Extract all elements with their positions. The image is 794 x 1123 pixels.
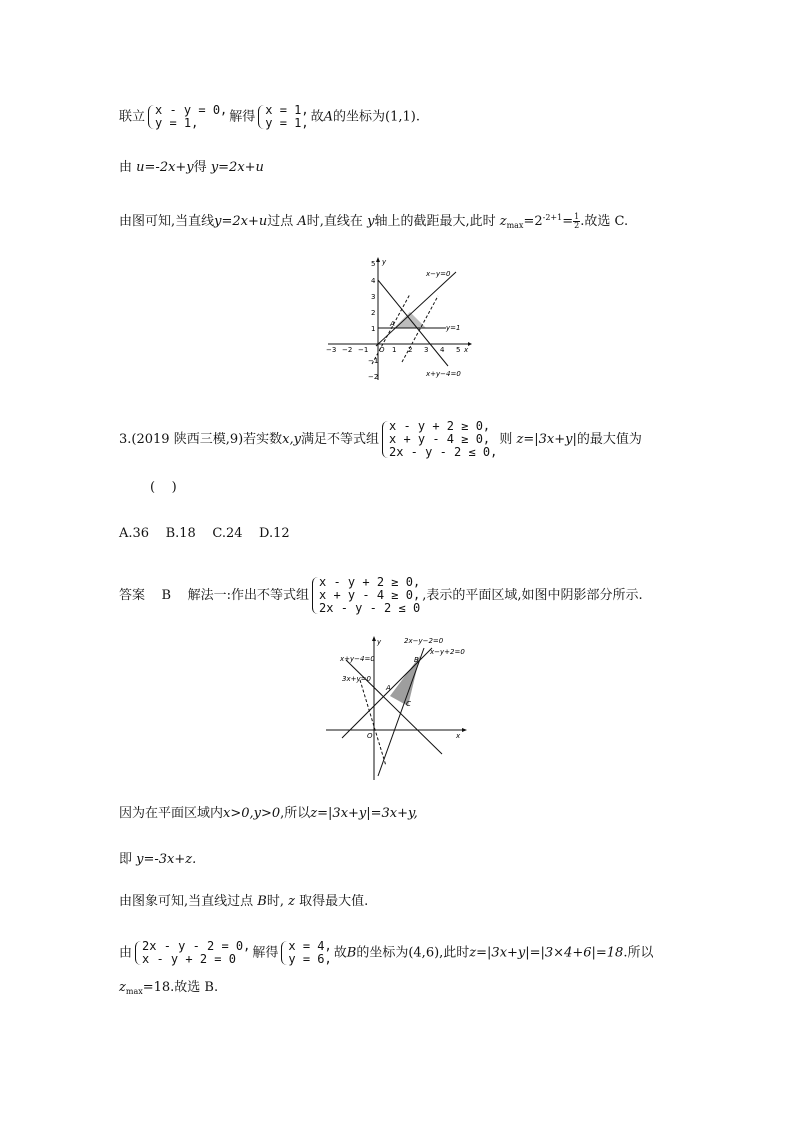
formula: y=-3x+z. [136, 852, 197, 867]
figure-1-graph [322, 256, 474, 384]
solution-line-6 [119, 894, 368, 910]
y-tick: 3 [371, 293, 376, 301]
point-label: B [346, 945, 357, 961]
text: 解法一:作出不等式组 [187, 588, 310, 603]
answer-parens [150, 480, 177, 496]
figure-2-graph [322, 634, 472, 782]
var-z: z [288, 894, 295, 909]
text: 由图象可知,当直线过点 [119, 894, 254, 909]
line-label-3x-plus-y: 3x+y=0 [342, 675, 371, 683]
x-axis-label: x [456, 732, 461, 740]
point-C-label: C [406, 700, 411, 708]
text: =2 [523, 214, 543, 229]
text: 由 [119, 945, 133, 961]
x-tick: 5 [456, 346, 461, 354]
y-axis-label: y [382, 258, 387, 266]
equation-system-3 [134, 940, 250, 966]
text: 由图可知,当直线 [119, 214, 215, 229]
denominator: 2 [574, 221, 580, 230]
inequality-system [381, 420, 497, 459]
y-arrow [372, 636, 376, 641]
answer-choice: B [161, 588, 172, 603]
question-3 [119, 420, 642, 459]
line3-label: x+y−4=0 [426, 370, 461, 378]
text: 得 [193, 160, 207, 175]
y-arrow [376, 257, 380, 262]
eq-row: y = 1, [155, 116, 199, 130]
eq-row: 2x - y - 2 = 0, [142, 939, 251, 953]
text: ,表示的平面区域,如图中阴影部分所示. [422, 588, 643, 603]
formula: y=2x+u [214, 214, 268, 229]
ineq-row: x + y - 4 ≥ 0, [319, 588, 421, 602]
formula: z=|3x+y|=3x+y, [310, 806, 418, 821]
x-arrow [462, 728, 467, 732]
text: .故选 C. [580, 214, 629, 229]
text: 的坐标为(4,6),此时 [356, 945, 470, 961]
eq-row: x - y + 2 = 0 [142, 952, 236, 966]
line-2x-y-2 [378, 648, 424, 776]
options [119, 526, 290, 542]
equation-system-1 [147, 104, 227, 130]
y-tick: 5 [371, 260, 376, 268]
x-tick: 1 [392, 346, 397, 354]
answer-line [119, 576, 643, 615]
text: .所以 [623, 945, 654, 961]
line-3x-plus-y [360, 680, 386, 766]
ineq-row: 2x - y - 2 ≤ 0 [319, 601, 421, 615]
x-axis-label: x [464, 346, 469, 354]
text: 因为在平面区域内 [119, 806, 224, 821]
formula: x>0,y>0 [223, 806, 281, 821]
text: 满足不等式组 [300, 432, 379, 447]
text: = [562, 214, 574, 229]
x-tick: −2 [342, 346, 353, 354]
text: 即 [119, 852, 133, 867]
point-A-label: A [390, 320, 395, 328]
solution-line-8 [119, 980, 218, 1000]
origin-label: O [367, 732, 373, 740]
ineq-row: 2x - y - 2 ≤ 0, [389, 445, 498, 459]
var-z: z [499, 214, 507, 229]
text: 时,直线在 [306, 214, 363, 229]
equation-system-4 [280, 940, 331, 966]
line-x-minus-y [376, 272, 456, 346]
line-label-2x-y-2: 2x−y−2=0 [404, 637, 444, 645]
line-label-x-plus-y-4: x+y−4=0 [340, 655, 375, 663]
subscript: max [506, 221, 524, 230]
solution-line-5 [119, 852, 196, 868]
text: 的坐标为(1,1). [333, 109, 420, 125]
text: ( ) [150, 480, 177, 495]
solution-line-2 [119, 160, 264, 176]
point-B-label: B [414, 656, 419, 664]
text: 取得最大值. [299, 894, 369, 909]
text: 时, [266, 894, 284, 909]
formula: z=|3x+y| [516, 432, 577, 447]
subscript: max [125, 987, 143, 996]
inequality-system [311, 576, 420, 615]
text: 答案 [119, 588, 146, 603]
ineq-row: x + y - 4 ≥ 0, [389, 432, 491, 446]
eq-row: y = 1, [265, 116, 309, 130]
text: 解得 [229, 109, 256, 125]
x-arrow [468, 342, 472, 346]
text: 联立 [119, 109, 146, 125]
y-tick: −1 [368, 357, 379, 365]
text: 解得 [252, 945, 279, 961]
text: 过点 [267, 214, 294, 229]
point-label: A [297, 214, 307, 229]
x-tick: −3 [326, 346, 337, 354]
axis-name: y [367, 214, 375, 229]
text: 由 [119, 160, 133, 175]
x-tick: −1 [358, 346, 369, 354]
formula: z=|3x+y|=|3×4+6|=18 [469, 945, 624, 961]
equation-system-2 [257, 104, 308, 130]
x-tick: 2 [408, 346, 413, 354]
solution-line-7 [119, 940, 653, 966]
ineq-row: x - y + 2 ≥ 0, [389, 419, 491, 433]
y-tick: 4 [371, 277, 376, 285]
line2-label: y=1 [446, 324, 461, 332]
x-tick: 3 [424, 346, 429, 354]
y-tick: 1 [371, 325, 376, 333]
formula: u=-2x+y [136, 160, 194, 175]
origin-label: O [379, 346, 385, 354]
text: ,所以 [280, 806, 311, 821]
eq-row: y = 6, [288, 952, 332, 966]
formula: y=2x+u [210, 160, 264, 175]
var-z: z [119, 980, 126, 995]
text: 3.(2019 陕西三模,9)若实数 [119, 432, 283, 447]
ineq-row: x - y + 2 ≥ 0, [319, 575, 421, 589]
point-label: A [323, 109, 334, 125]
text: 故 [333, 945, 347, 961]
point-label: B [257, 894, 267, 909]
y-axis-label: y [377, 638, 382, 646]
x-tick: 4 [440, 346, 445, 354]
eq-row: x = 4, [288, 939, 332, 953]
solution-line-3 [119, 210, 628, 234]
eq-row: x = 1, [265, 103, 309, 117]
numerator: 1 [574, 212, 580, 221]
solution-line-4 [119, 806, 418, 822]
vars: x,y [282, 432, 301, 447]
text: 的最大值为 [576, 432, 642, 447]
point-A-label: A [386, 684, 391, 692]
y-tick: 2 [371, 309, 376, 317]
eq-row: x - y = 0, [155, 103, 228, 117]
line-x-plus-y-minus-4 [378, 280, 448, 366]
line1-label: x−y=0 [426, 270, 451, 278]
solution-line-1 [119, 104, 420, 130]
options-text: A.36 B.18 C.24 D.12 [119, 526, 290, 541]
exponent: -2+1 [542, 213, 563, 222]
y-tick: −2 [368, 373, 379, 381]
text: 则 [499, 432, 513, 447]
line-label-x-y-plus-2: x−y+2=0 [430, 648, 465, 656]
text: =18.故选 B. [142, 980, 219, 995]
text: 轴上的截距最大,此时 [374, 214, 496, 229]
text: 故 [310, 109, 324, 125]
